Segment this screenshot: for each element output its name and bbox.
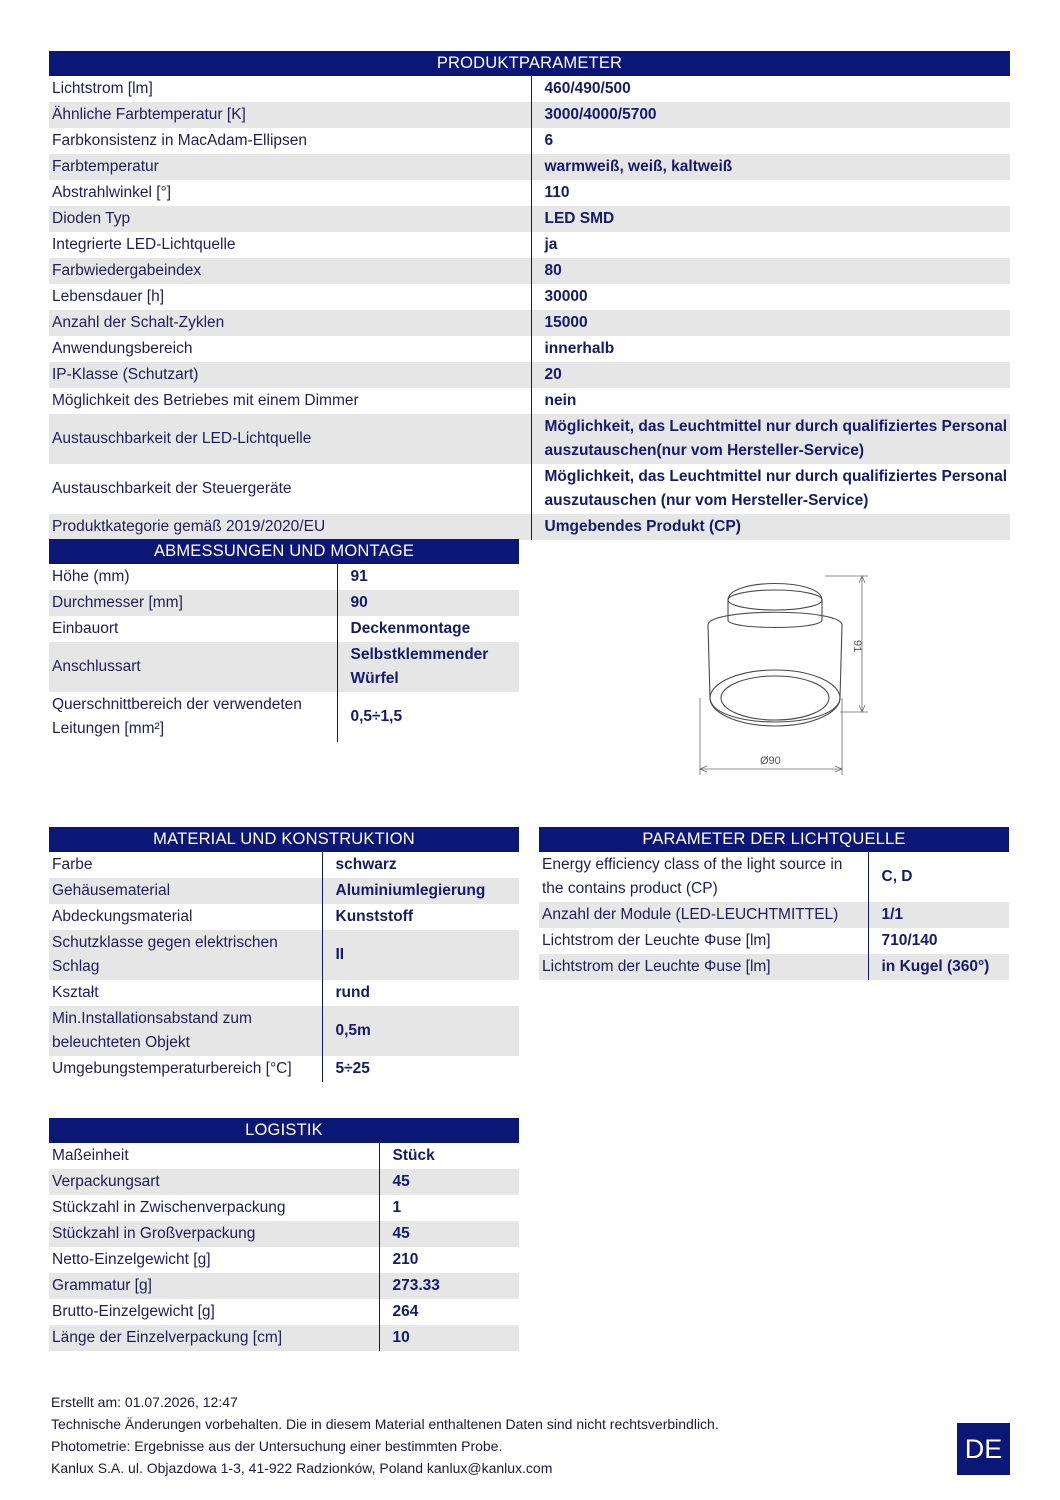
row-label: Anzahl der Module (LED-LEUCHTMITTEL) bbox=[539, 902, 868, 928]
row-value: 80 bbox=[531, 258, 1010, 284]
row-label: Dioden Typ bbox=[49, 206, 531, 232]
table-row bbox=[49, 1299, 519, 1325]
row-label: Lichtstrom der Leuchte Φuse [lm] bbox=[539, 954, 868, 980]
table-row bbox=[49, 514, 1010, 540]
row-value: II bbox=[322, 930, 519, 980]
row-label: Farbwiedergabeindex bbox=[49, 258, 531, 284]
row-value: 273.33 bbox=[379, 1273, 519, 1299]
row-value: in Kugel (360°) bbox=[868, 954, 1009, 980]
table-row bbox=[49, 590, 519, 616]
row-label: Lichtstrom der Leuchte Φuse [lm] bbox=[542, 932, 771, 949]
row-label: Verpackungsart bbox=[49, 1169, 379, 1195]
row-label: Anwendungsbereich bbox=[52, 340, 193, 357]
row-label: Höhe (mm) bbox=[52, 568, 130, 585]
table-row bbox=[49, 642, 519, 692]
row-label: Min.Installationsabstand zum beleuchteten Objekt bbox=[49, 1006, 322, 1056]
row-label: Austauschbarkeit der LED-Lichtquelle bbox=[49, 414, 531, 464]
row-value: Stück bbox=[379, 1143, 519, 1169]
row-label: Umgebungstemperaturbereich [°C] bbox=[52, 1060, 292, 1077]
table-row bbox=[49, 930, 519, 980]
row-value: 1 bbox=[379, 1195, 519, 1221]
product-dimension-drawing bbox=[690, 570, 870, 780]
table-row bbox=[49, 692, 519, 742]
row-value: Kunststoff bbox=[322, 904, 519, 930]
produktparameter-title: PRODUKTPARAMETER bbox=[49, 51, 1010, 76]
row-value: schwarz bbox=[322, 852, 519, 878]
table-row bbox=[49, 1143, 519, 1169]
row-label: Farbkonsistenz in MacAdam-Ellipsen bbox=[52, 132, 307, 149]
row-value: 710/140 bbox=[868, 928, 1009, 954]
table-row bbox=[49, 616, 519, 642]
row-value: 15000 bbox=[531, 310, 1010, 336]
table-row bbox=[49, 206, 1010, 232]
row-label: Ähnliche Farbtemperatur [K] bbox=[49, 102, 531, 128]
material-title: MATERIAL UND KONSTRUKTION bbox=[49, 827, 519, 852]
table-row bbox=[49, 336, 1010, 362]
table-row bbox=[49, 464, 1010, 514]
footer-address: Kanlux S.A. ul. Objazdowa 1-3, 41-922 Radzionków, Poland kanlux@kanlux.com bbox=[51, 1460, 553, 1476]
table-row bbox=[49, 1247, 519, 1273]
lichtquelle-table bbox=[539, 827, 1009, 980]
table-row bbox=[539, 852, 1009, 902]
row-value: nein bbox=[531, 388, 1010, 414]
table-row bbox=[49, 154, 1010, 180]
row-label: Stückzahl in Großverpackung bbox=[49, 1221, 379, 1247]
row-value: Umgebendes Produkt (CP) bbox=[531, 514, 1010, 540]
table-row bbox=[539, 954, 1009, 980]
table-row bbox=[49, 878, 519, 904]
row-value: Deckenmontage bbox=[337, 616, 519, 642]
produktparameter-table bbox=[49, 51, 1010, 540]
footer-created: Erstellt am: 01.07.2026, 12:47 bbox=[51, 1394, 238, 1410]
row-label: Lichtstrom [lm] bbox=[52, 80, 153, 97]
row-value: 5÷25 bbox=[322, 1056, 519, 1082]
row-label: Maßeinheit bbox=[52, 1147, 129, 1164]
logistik-title: LOGISTIK bbox=[49, 1118, 519, 1143]
table-row bbox=[49, 1006, 519, 1056]
material-table bbox=[49, 827, 519, 1082]
table-row bbox=[49, 284, 1010, 310]
row-value: 45 bbox=[379, 1169, 519, 1195]
row-value: 91 bbox=[337, 564, 519, 590]
diameter-dimension-label: Ø90 bbox=[760, 755, 781, 767]
table-row bbox=[49, 180, 1010, 206]
row-value: 90 bbox=[337, 590, 519, 616]
row-label: Energy efficiency class of the light source in the contains product (CP) bbox=[542, 856, 843, 897]
row-label: Stückzahl in Zwischenverpackung bbox=[52, 1199, 286, 1216]
table-row bbox=[49, 1056, 519, 1082]
logistik-table bbox=[49, 1118, 519, 1351]
row-value: LED SMD bbox=[531, 206, 1010, 232]
language-badge: DE bbox=[957, 1423, 1010, 1475]
row-label: Einbauort bbox=[52, 620, 119, 637]
row-value: 0,5÷1,5 bbox=[337, 692, 519, 742]
table-row bbox=[539, 928, 1009, 954]
table-row bbox=[49, 564, 519, 590]
row-label: Austauschbarkeit der Steuergeräte bbox=[52, 480, 292, 497]
row-label: IP-Klasse (Schutzart) bbox=[49, 362, 531, 388]
abmessungen-title: ABMESSUNGEN UND MONTAGE bbox=[49, 539, 519, 564]
row-label: Grammatur [g] bbox=[49, 1273, 379, 1299]
footer-photometry: Photometrie: Ergebnisse aus der Untersuchung einer bestimmten Probe. bbox=[51, 1438, 503, 1454]
row-value: 1/1 bbox=[868, 902, 1009, 928]
row-value: 45 bbox=[379, 1221, 519, 1247]
row-value: warmweiß, weiß, kaltweiß bbox=[531, 154, 1010, 180]
table-row bbox=[539, 902, 1009, 928]
row-value: rund bbox=[322, 980, 519, 1006]
row-value: 6 bbox=[531, 128, 1010, 154]
row-value: 20 bbox=[531, 362, 1010, 388]
row-label: Durchmesser [mm] bbox=[49, 590, 337, 616]
footer-disclaimer: Technische Änderungen vorbehalten. Die in diesem Material enthaltenen Daten sind nicht rechtsverbindlich. bbox=[51, 1416, 719, 1432]
row-label: Länge der Einzelverpackung [cm] bbox=[49, 1325, 379, 1351]
row-label: Integrierte LED-Lichtquelle bbox=[52, 236, 236, 253]
table-row bbox=[49, 76, 1010, 102]
table-row bbox=[49, 388, 1010, 414]
table-row bbox=[49, 1195, 519, 1221]
row-label: Kształt bbox=[52, 984, 99, 1001]
row-label: Schutzklasse gegen elektrischen Schlag bbox=[49, 930, 322, 980]
row-value: 210 bbox=[379, 1247, 519, 1273]
table-row bbox=[49, 232, 1010, 258]
table-row bbox=[49, 1325, 519, 1351]
row-label: Netto-Einzelgewicht [g] bbox=[52, 1251, 211, 1268]
table-row bbox=[49, 258, 1010, 284]
row-value: 3000/4000/5700 bbox=[531, 102, 1010, 128]
row-value: Möglichkeit, das Leuchtmittel nur durch qualifiziertes Personal auszutauschen(nur vom Hersteller-Service) bbox=[531, 414, 1010, 464]
table-row bbox=[49, 102, 1010, 128]
row-value: innerhalb bbox=[531, 336, 1010, 362]
row-label: Farbe bbox=[52, 856, 93, 873]
row-label: Abdeckungsmaterial bbox=[52, 908, 193, 925]
table-row bbox=[49, 1221, 519, 1247]
footer bbox=[51, 1391, 719, 1479]
table-row bbox=[49, 904, 519, 930]
table-row bbox=[49, 1273, 519, 1299]
lichtquelle-title: PARAMETER DER LICHTQUELLE bbox=[539, 827, 1009, 852]
row-label: Lebensdauer [h] bbox=[52, 288, 165, 305]
row-value: Selbstklemmender Würfel bbox=[337, 642, 519, 692]
table-row bbox=[49, 362, 1010, 388]
row-label: Produktkategorie gemäß 2019/2020/EU bbox=[49, 514, 531, 540]
row-label: Gehäusematerial bbox=[49, 878, 322, 904]
row-value: 264 bbox=[379, 1299, 519, 1325]
table-row bbox=[49, 414, 1010, 464]
table-row bbox=[49, 1169, 519, 1195]
row-value: Aluminiumlegierung bbox=[322, 878, 519, 904]
row-label: Möglichkeit des Betriebes mit einem Dimmer bbox=[52, 392, 359, 409]
row-value: C, D bbox=[868, 852, 1009, 902]
row-value: 30000 bbox=[531, 284, 1010, 310]
row-value: ja bbox=[531, 232, 1010, 258]
table-row bbox=[49, 980, 519, 1006]
table-row bbox=[49, 852, 519, 878]
row-label: Abstrahlwinkel [°] bbox=[52, 184, 172, 201]
row-value: 10 bbox=[379, 1325, 519, 1351]
table-row bbox=[49, 310, 1010, 336]
row-label: Anschlussart bbox=[49, 642, 337, 692]
height-dimension-label: 91 bbox=[851, 640, 863, 653]
row-value: 460/490/500 bbox=[531, 76, 1010, 102]
row-label: Farbtemperatur bbox=[49, 154, 531, 180]
row-label: Brutto-Einzelgewicht [g] bbox=[52, 1303, 215, 1320]
row-label: Anzahl der Schalt-Zyklen bbox=[49, 310, 531, 336]
abmessungen-table bbox=[49, 539, 519, 742]
row-value: Möglichkeit, das Leuchtmittel nur durch qualifiziertes Personal auszutauschen (nur vom Hersteller-Service) bbox=[531, 464, 1010, 514]
row-value: 110 bbox=[531, 180, 1010, 206]
table-row bbox=[49, 128, 1010, 154]
row-value: 0,5m bbox=[322, 1006, 519, 1056]
row-label: Querschnittbereich der verwendeten Leitungen [mm²] bbox=[52, 696, 302, 737]
